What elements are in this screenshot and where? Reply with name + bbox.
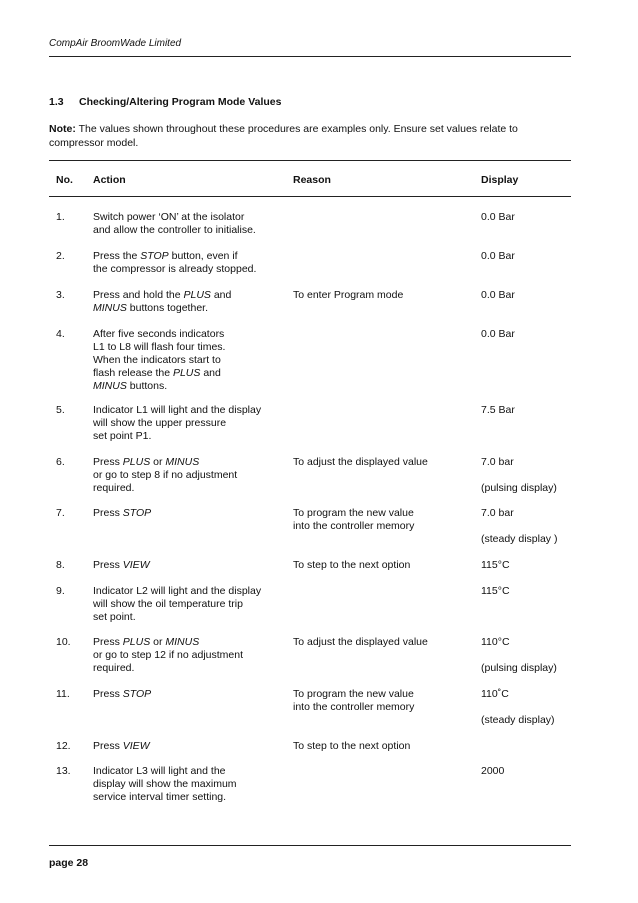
company-header: CompAir BroomWade Limited [49, 38, 182, 49]
step-display-line: 0.0 Bar [481, 289, 515, 301]
step-display [481, 507, 581, 546]
step-action-line: or go to step 8 if no adjustment [93, 469, 238, 481]
step-reason [293, 559, 473, 572]
note-text-line2: compressor model. [49, 137, 139, 149]
step-action-line: L1 to L8 will flash four times. [93, 341, 226, 353]
step-display-line: 0.0 Bar [481, 211, 515, 223]
step-display-line: 115°C [481, 585, 510, 597]
step-reason-line: To adjust the displayed value [293, 636, 428, 648]
step-action [93, 456, 283, 495]
step-display-line: 7.0 bar [481, 456, 514, 468]
step-display-line: 110˚C [481, 688, 509, 700]
step-display-line: 0.0 Bar [481, 328, 515, 340]
step-action [93, 765, 283, 804]
step-number: 9. [56, 585, 65, 597]
step-action-line: set point P1. [93, 430, 152, 442]
step-action-line: After five seconds indicators [93, 328, 225, 340]
step-action-line: Indicator L3 will light and the [93, 765, 226, 777]
step-reason-line: To program the new value [293, 507, 414, 519]
step-display [481, 765, 581, 778]
step-action [93, 507, 283, 520]
step-display [481, 250, 581, 263]
column-header-action: Action [93, 174, 126, 186]
step-action-line: Switch power ‘ON’ at the isolator [93, 211, 245, 223]
step-reason-line: To step to the next option [293, 559, 411, 571]
step-action [93, 211, 283, 237]
step-display [481, 289, 581, 302]
step-action-line: required. [93, 482, 135, 494]
display-mode-note: (pulsing display) [481, 482, 557, 494]
step-display [481, 404, 581, 417]
step-number: 1. [56, 211, 65, 223]
step-action-line: Indicator L1 will light and the display [93, 404, 262, 416]
display-mode-note: (steady display) [481, 714, 555, 726]
step-action-line: and allow the controller to initialise. [93, 224, 256, 236]
step-display-line: 7.0 bar [481, 507, 514, 519]
step-reason-line: To enter Program mode [293, 289, 404, 301]
step-action-line: Press VIEW [93, 559, 150, 571]
step-action [93, 636, 283, 675]
step-action-line: required. [93, 662, 135, 674]
step-number: 7. [56, 507, 65, 519]
step-action-line: Press the STOP button, even if [93, 250, 238, 262]
step-display [481, 328, 581, 341]
step-action-line: will show the upper pressure [93, 417, 227, 429]
footer-divider [49, 845, 571, 846]
step-reason [293, 636, 473, 649]
step-action-line: will show the oil temperature trip [93, 598, 243, 610]
step-action-line: service interval timer setting. [93, 791, 227, 803]
step-reason-line: To program the new value [293, 688, 414, 700]
step-action-line: When the indicators start to [93, 354, 221, 366]
step-action [93, 289, 283, 315]
step-action-line: the compressor is already stopped. [93, 263, 257, 275]
step-reason [293, 456, 473, 469]
step-action-line: Indicator L2 will light and the display [93, 585, 262, 597]
display-mode-note: (steady display ) [481, 533, 558, 545]
step-action [93, 328, 283, 393]
step-number: 2. [56, 250, 65, 262]
step-reason [293, 289, 473, 302]
step-display-line: 115°C [481, 559, 510, 571]
section-heading [49, 96, 281, 109]
step-display-line: 7.5 Bar [481, 404, 515, 416]
step-action [93, 559, 283, 572]
step-action-line: or go to step 12 if no adjustment [93, 649, 244, 661]
step-action-line: Press VIEW [93, 740, 150, 752]
header-divider [49, 56, 571, 57]
step-number: 8. [56, 559, 65, 571]
step-action-line: Press PLUS or MINUS [93, 636, 200, 648]
step-reason-line: To step to the next option [293, 740, 411, 752]
note-text-line1: The values shown throughout these procedures are examples only. Ensure set values relate to [78, 123, 518, 135]
step-number: 4. [56, 328, 65, 340]
step-display [481, 211, 581, 224]
table-header-rule [49, 196, 571, 197]
step-display [481, 456, 581, 495]
step-reason-line: into the controller memory [293, 520, 415, 532]
table-top-rule [49, 160, 571, 161]
step-reason-line: To adjust the displayed value [293, 456, 428, 468]
step-action-line: set point. [93, 611, 136, 623]
step-number: 10. [56, 636, 71, 648]
step-number: 3. [56, 289, 65, 301]
step-action-line: Press STOP [93, 688, 152, 700]
step-number: 11. [56, 688, 70, 700]
column-header-reason: Reason [293, 174, 331, 186]
step-action-line: Press STOP [93, 507, 152, 519]
step-number: 13. [56, 765, 71, 777]
step-display-line: 2000 [481, 765, 505, 777]
step-action-line: Press PLUS or MINUS [93, 456, 200, 468]
step-reason [293, 688, 473, 714]
display-mode-note: (pulsing display) [481, 662, 557, 674]
step-display [481, 688, 581, 727]
step-action-line: Press and hold the PLUS and [93, 289, 232, 301]
column-header-no: No. [56, 174, 73, 186]
step-display [481, 636, 581, 675]
step-display [481, 585, 581, 598]
step-reason-line: into the controller memory [293, 701, 415, 713]
step-action-line: MINUS buttons together. [93, 302, 208, 314]
section-number: 1.3 [49, 96, 64, 108]
step-display [481, 559, 581, 572]
step-action-line: flash release the PLUS and [93, 367, 221, 379]
step-action [93, 404, 283, 443]
note-paragraph [49, 122, 559, 150]
step-action-line: MINUS buttons. [93, 380, 168, 392]
step-number: 5. [56, 404, 65, 416]
step-action-line: display will show the maximum [93, 778, 237, 790]
section-title: Checking/Altering Program Mode Values [79, 96, 282, 108]
step-reason [293, 740, 473, 753]
step-number: 6. [56, 456, 65, 468]
step-action [93, 250, 283, 276]
step-action [93, 585, 283, 624]
step-action [93, 740, 283, 753]
column-header-display: Display [481, 174, 519, 186]
step-reason [293, 507, 473, 533]
page-number: page 28 [49, 857, 89, 869]
step-number: 12. [56, 740, 71, 752]
note-label: Note: [49, 123, 76, 135]
step-display-line: 110°C [481, 636, 510, 648]
step-action [93, 688, 283, 701]
step-display-line: 0.0 Bar [481, 250, 515, 262]
